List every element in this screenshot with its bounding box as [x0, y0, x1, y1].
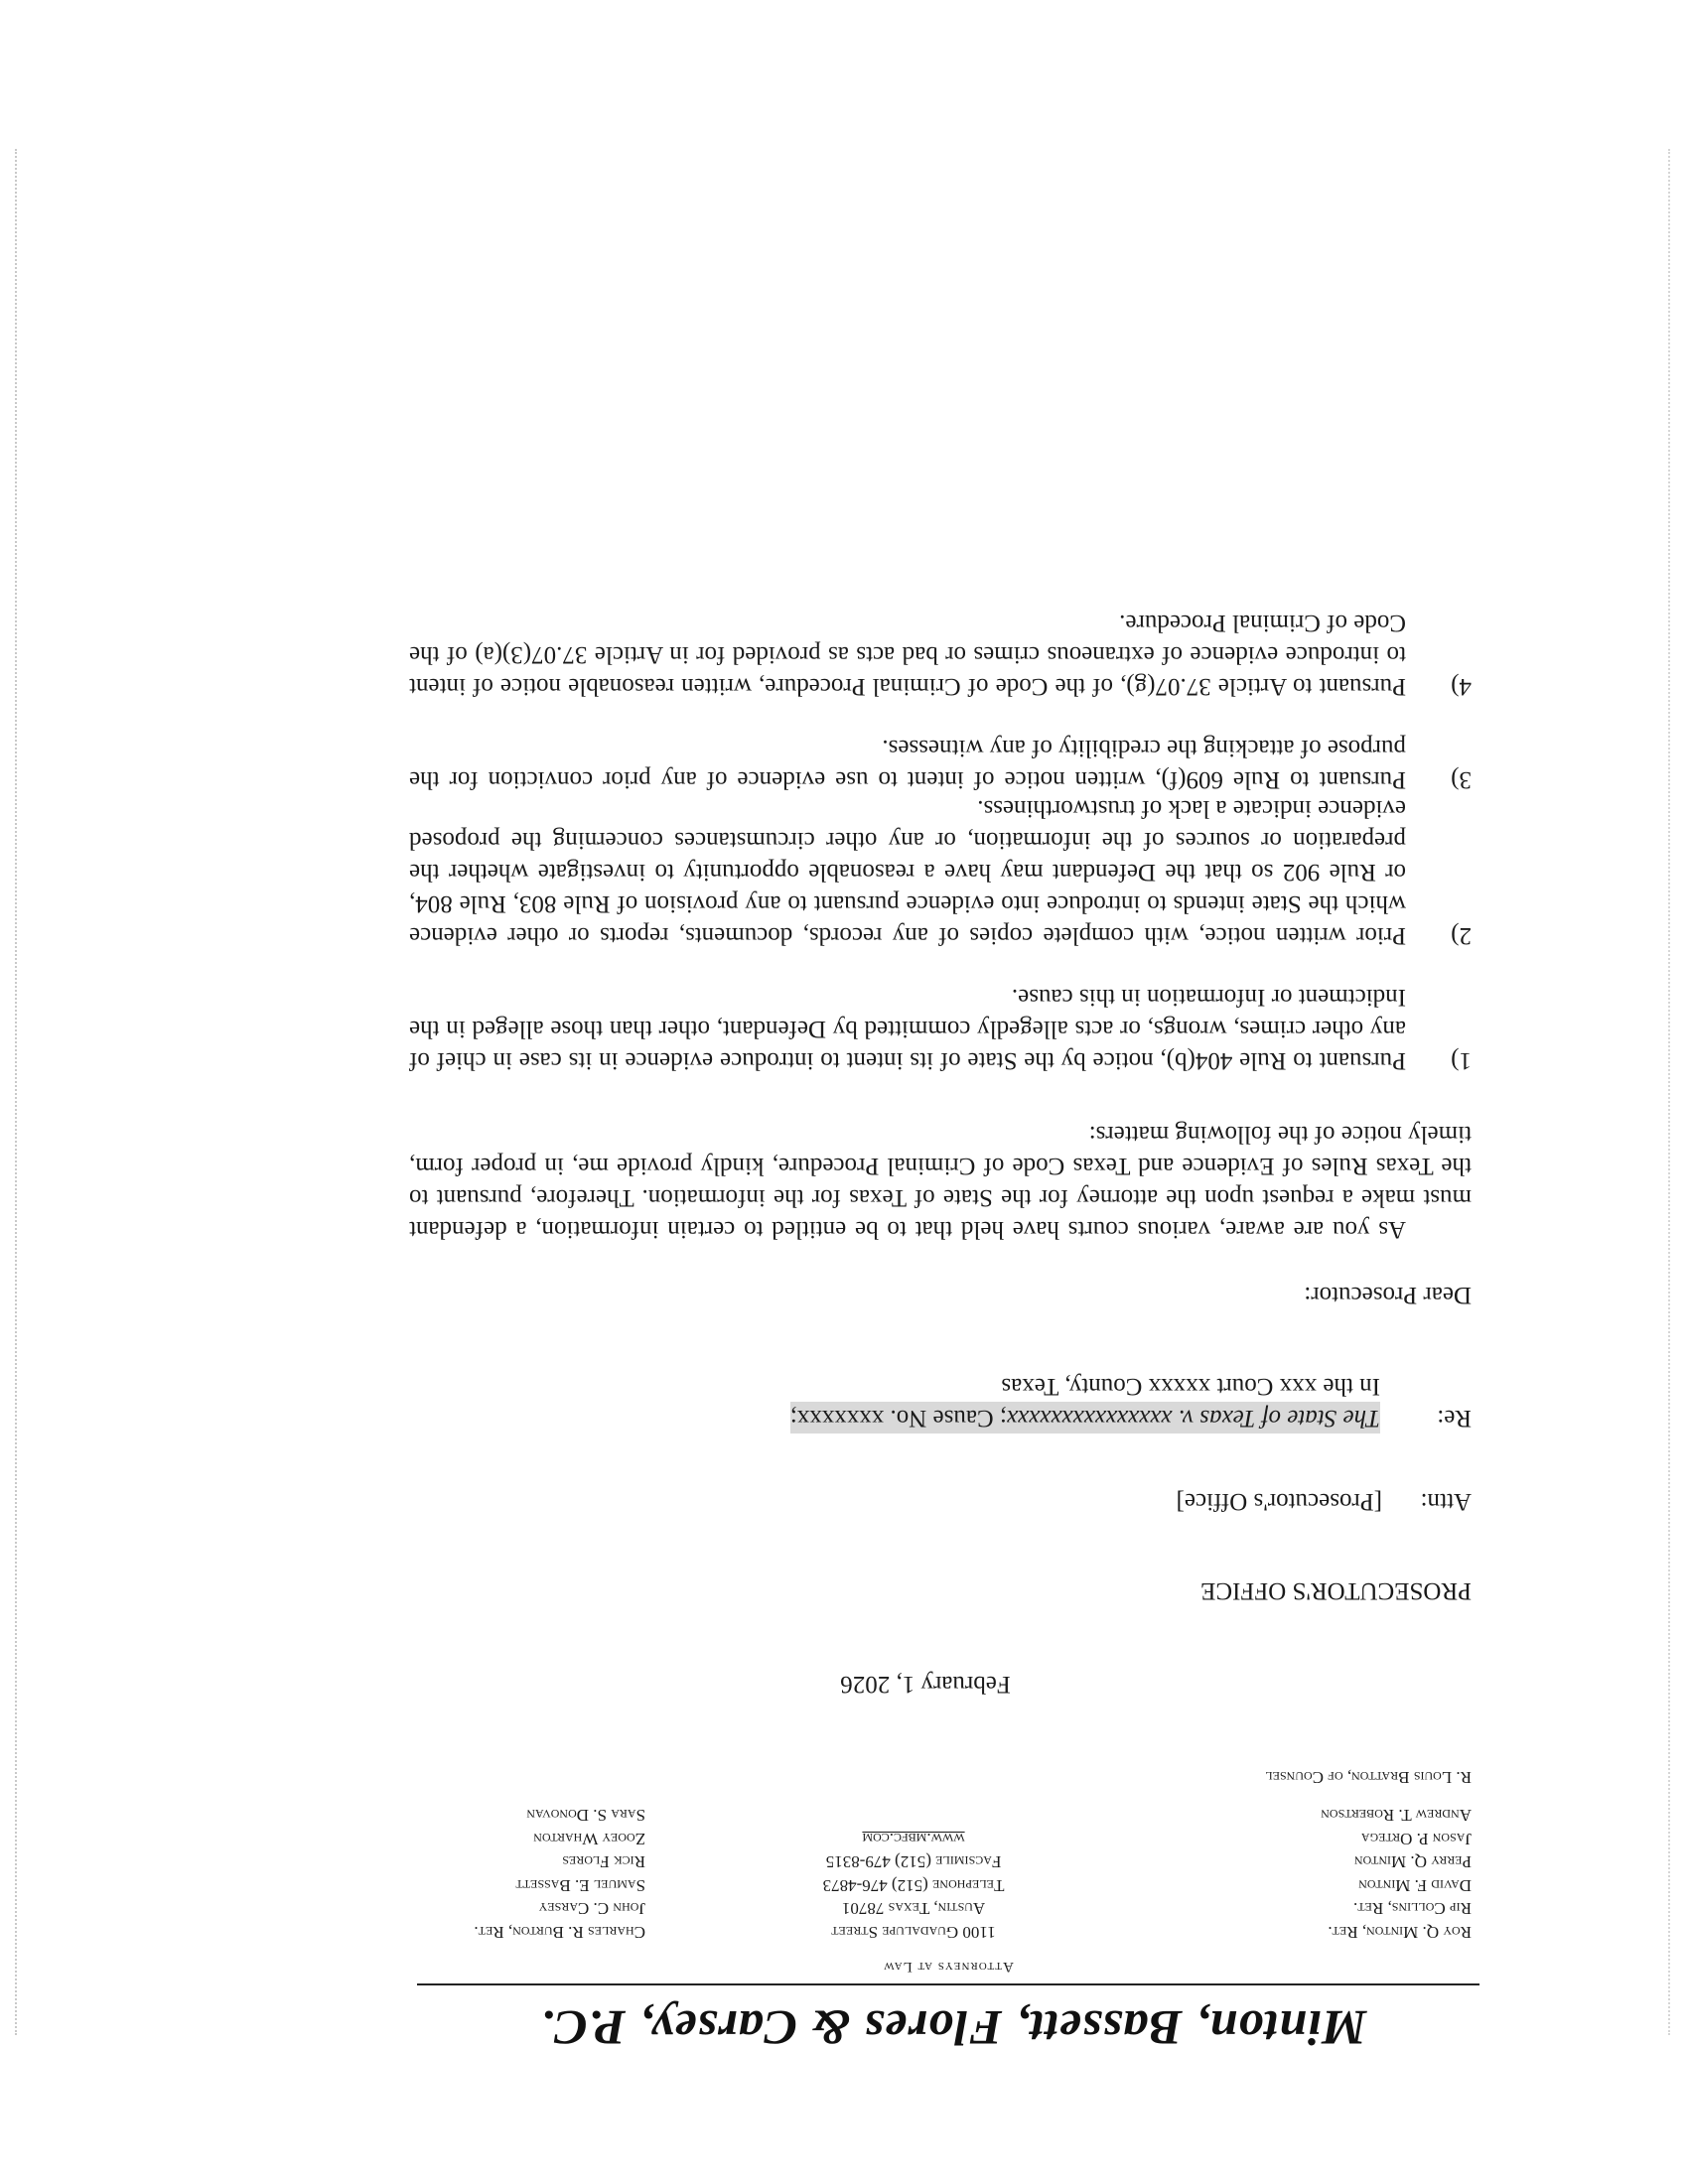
item-text: Prior written notice, with complete copies of any records, documents, reports or other evidence which the State intends to introduce into evidence pursuant to any provision of Rule 803, Rule 804, or Rule 902 so that the Defendant may have a reasonable opportunity to investigate whether the preparation or sources of the information, or any other circumstances concerning the proposed evidence indicate a lack of trustworthiness.	[409, 795, 1406, 949]
partner-name: Jason P. Ortega	[1360, 1829, 1472, 1848]
letter-date: February 1, 2026	[840, 1671, 1011, 1698]
case-caption	[790, 1402, 1380, 1433]
scan-edge-right	[1666, 149, 1670, 2035]
firm-subtitle: Attorneys at Law	[883, 1959, 1014, 1975]
partner-name: Roy Q. Minton, Ret.	[1328, 1923, 1472, 1942]
partner-name: David F. Minton	[1358, 1875, 1472, 1895]
partner-name: Rick Flores	[562, 1852, 645, 1872]
attention-line	[1177, 1487, 1472, 1515]
item-text: Pursuant to Article 37.07(g), of the Code of Criminal Procedure, written reasonable notice of intent to introduce evidence of extraneous crimes or bad acts as provided for in Article 37.07(3)(a) of the Code of Criminal Procedure.	[409, 610, 1406, 700]
case-style: The State of Texas v. xxxxxxxxxxxxxxx	[1006, 1405, 1380, 1432]
of-counsel: R. Louis Bratton, of Counsel	[1265, 1768, 1472, 1787]
partner-name: John C. Carsey	[538, 1899, 645, 1919]
attn-value: [Prosecutor's Office]	[1176, 1488, 1382, 1515]
partner-name: Sara S. Donovan	[526, 1806, 645, 1826]
partner-name: Rip Collins, Ret.	[1352, 1899, 1472, 1919]
item-text: Pursuant to Rule 609(f), written notice of intent to use evidence of any prior conviction for the purpose of attacking the credibility of any witnesses.	[409, 735, 1406, 793]
item-number: 4)	[1451, 673, 1472, 700]
salutation: Dear Prosecutor:	[1304, 1282, 1472, 1308]
partners-right-column	[474, 1803, 645, 1944]
telephone: Telephone (512) 476-4873	[822, 1875, 1005, 1895]
firm-name: Minton, Bassett, Flores & Carsey, P.C.	[539, 2000, 1367, 2056]
attn-label: Attn:	[1420, 1488, 1472, 1515]
partners-left-column	[1321, 1803, 1472, 1944]
facsimile: Facsimile (512) 479-8315	[825, 1852, 1002, 1872]
scan-edge-left	[13, 149, 17, 2035]
cause-number: ; Cause No. xxxxxxx;	[789, 1405, 1007, 1432]
re-label: Re:	[1437, 1405, 1472, 1432]
street-address: 1100 Guadalupe Street	[831, 1923, 996, 1942]
partner-name: Andrew T. Robertson	[1321, 1806, 1472, 1826]
item-text: Pursuant to Rule 404(b), notice by the State of its intent to introduce evidence in its case in chief of any other crimes, wrongs, or acts allegedly committed by Defendant, other than those alleged in the Indictment or Information in this cause.	[409, 984, 1406, 1074]
partner-name: Samuel E. Bassett	[515, 1875, 645, 1895]
item-number: 3)	[1451, 766, 1472, 793]
intro-paragraph: As you are aware, various courts have held that to be entitled to certain information, a defendant must make a request upon the attorney for the State of Texas for the information. Therefore, pursuant to the Texas Rules of Evidence and Texas Code of Criminal Procedure, kindly provide me, in proper form, timely notice of the following matters:	[409, 1121, 1472, 1243]
recipient: PROSECUTOR'S OFFICE	[1200, 1577, 1472, 1604]
partner-name: Perry Q. Minton	[1353, 1852, 1472, 1872]
item-number: 1)	[1451, 1047, 1472, 1074]
website-link[interactable]: www.mbfc.com	[862, 1829, 965, 1848]
item-number: 2)	[1451, 922, 1472, 949]
city-state-zip: Austin, Texas 78701	[841, 1899, 986, 1919]
court-line: In the xxx Court xxxxx County, Texas	[1001, 1373, 1380, 1400]
firm-address-block	[715, 1827, 1112, 1944]
partner-name: Zooey Wharton	[533, 1829, 645, 1848]
partner-name: Charles R. Burton, Ret.	[474, 1923, 645, 1942]
letterhead-divider	[417, 1983, 1479, 1985]
